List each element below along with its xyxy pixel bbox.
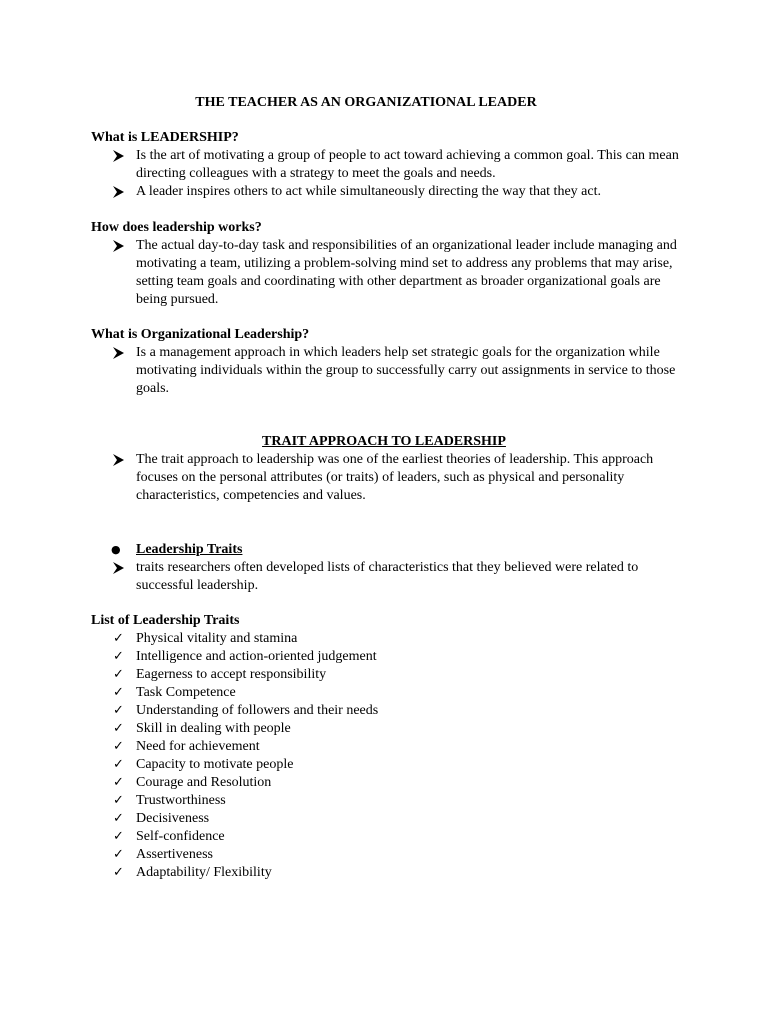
leadership-definition-list [91, 147, 691, 201]
trait-text: Physical vitality and stamina [136, 631, 298, 646]
checkmark-icon: ✓ [113, 685, 124, 700]
list-item-text: The actual day-to-day task and responsibilities of an organizational leader include managing and motivating a team, utilizing a problem-solving mind set to address any problems that may arise, setting team goals and coordinating with other department as broader organizational goals are being pursued. [136, 238, 677, 307]
checklist-item [91, 720, 691, 738]
trait-text: Trustworthiness [136, 793, 226, 808]
heading-how-does-leadership-work: How does leadership works? [91, 220, 262, 235]
heading-what-is-leadership: What is LEADERSHIP? [91, 130, 239, 145]
list-item [91, 344, 691, 398]
checkmark-icon: ✓ [113, 793, 124, 808]
trait-text: Adaptability/ Flexibility [136, 865, 272, 880]
list-item [91, 147, 691, 183]
checkmark-icon: ✓ [113, 847, 124, 862]
trait-text: Need for achievement [136, 739, 260, 754]
leadership-works-list [91, 237, 691, 309]
checkmark-icon: ✓ [113, 667, 124, 682]
checkmark-icon: ✓ [113, 757, 124, 772]
list-item [91, 451, 691, 505]
list-item-text: The trait approach to leadership was one of the earliest theories of leadership. This approach focuses on the personal attributes (or traits) of leaders, such as physical and personality characteristics, competencies and values. [136, 452, 654, 503]
list-item [91, 183, 691, 201]
list-item [91, 237, 691, 309]
checkmark-icon: ✓ [113, 739, 124, 754]
list-item-text: Is a management approach in which leaders help set strategic goals for the organization while motivating individuals within the group to successfully carry out assignments in service to those goals. [136, 345, 676, 396]
checkmark-icon: ✓ [113, 811, 124, 826]
checklist-item [91, 792, 691, 810]
checklist-item [91, 684, 691, 702]
list-item [91, 541, 691, 559]
checklist-item [91, 702, 691, 720]
heading-what-is-organizational-leadership: What is Organizational Leadership? [91, 327, 310, 342]
trait-text: Assertiveness [136, 847, 213, 862]
trait-text: Understanding of followers and their needs [136, 703, 379, 718]
checklist-item [91, 630, 691, 648]
checklist-item [91, 846, 691, 864]
checklist-item [91, 666, 691, 684]
checklist-item [91, 864, 691, 882]
traits-checklist [91, 630, 691, 882]
trait-text: Decisiveness [136, 811, 210, 826]
checkmark-icon: ✓ [113, 775, 124, 790]
checkmark-icon: ✓ [113, 721, 124, 736]
section-title-trait-approach: TRAIT APPROACH TO LEADERSHIP [262, 434, 506, 449]
trait-text: Skill in dealing with people [136, 721, 291, 736]
trait-text: Intelligence and action-oriented judgement [136, 649, 377, 664]
trait-text: Task Competence [136, 685, 236, 700]
checklist-item [91, 810, 691, 828]
trait-text: Courage and Resolution [136, 775, 272, 790]
organizational-leadership-list [91, 344, 691, 398]
list-item [91, 559, 691, 595]
list-item-text: A leader inspires others to act while simultaneously directing the way that they act. [136, 184, 601, 199]
dot-bullet-icon: ● [111, 543, 121, 556]
checkmark-icon: ✓ [113, 829, 124, 844]
list-item-text: traits researchers often developed lists of characteristics that they believed were related to successful leadership. [136, 560, 639, 593]
trait-text: Self-confidence [136, 829, 225, 844]
trait-text: Capacity to motivate people [136, 757, 294, 772]
leadership-traits-title: Leadership Traits [136, 542, 243, 557]
leadership-traits-bullet [91, 541, 691, 559]
checkmark-icon: ✓ [113, 865, 124, 880]
checklist-item [91, 774, 691, 792]
heading-list-of-leadership-traits: List of Leadership Traits [91, 613, 240, 628]
checkmark-icon: ✓ [113, 703, 124, 718]
list-item-text: Is the art of motivating a group of people to act toward achieving a common goal. This can mean directing colleagues with a strategy to meet the goals and needs. [136, 148, 679, 181]
checklist-item [91, 756, 691, 774]
checklist-item [91, 738, 691, 756]
leadership-traits-list [91, 559, 691, 595]
document-title: THE TEACHER AS AN ORGANIZATIONAL LEADER [195, 95, 537, 110]
checkmark-icon: ✓ [113, 631, 124, 646]
checklist-item [91, 828, 691, 846]
trait-approach-list [91, 451, 691, 505]
trait-text: Eagerness to accept responsibility [136, 667, 327, 682]
checklist-item [91, 648, 691, 666]
checkmark-icon: ✓ [113, 649, 124, 664]
